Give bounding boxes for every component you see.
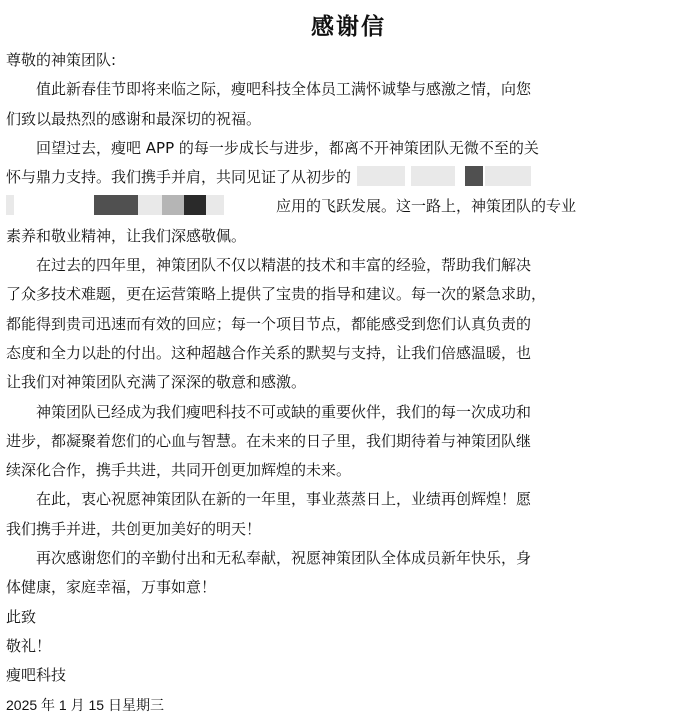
closing-line-1: 此致 — [6, 607, 37, 626]
paragraph-1-line-2: 们致以最热烈的感谢和最深切的祝福。 — [6, 109, 262, 128]
salutation: 尊敬的神策团队: — [6, 51, 117, 69]
paragraph-3-line-2: 了众多技术难题，更在运营策略上提供了宝贵的指导和建议。每一次的紧急求助， — [6, 285, 547, 304]
redaction-block — [138, 195, 162, 215]
paragraph-2-line-2 — [6, 163, 690, 192]
paragraph-2-line-3 — [6, 192, 690, 221]
redaction-block — [485, 166, 531, 186]
letter-body — [6, 46, 690, 720]
paragraph-6-line-2: 体健康，家庭幸福，万事如意！ — [6, 578, 217, 597]
redaction-block — [465, 166, 483, 186]
paragraph-2-line-2-text: 怀与鼎力支持。我们携手并肩，共同见证了从初步的 — [6, 168, 352, 187]
redaction-block — [184, 195, 206, 215]
paragraph-5-line-2: 我们携手并进，共创更加美好的明天！ — [6, 519, 262, 538]
paragraph-2-line-1: 回望过去，瘦吧 APP 的每一步成长与进步，都离不开神策团队无微不至的关 — [36, 138, 539, 157]
redaction-block — [162, 195, 184, 215]
letter-date: 2025 年 1 月 15 日星期三 — [6, 696, 164, 713]
redaction-block — [6, 195, 14, 215]
redaction-block — [206, 195, 224, 215]
redaction-block — [411, 166, 455, 186]
closing-line-2: 敬礼！ — [6, 636, 52, 655]
paragraph-4-line-3: 续深化合作，携手共进，共同开创更加辉煌的未来。 — [6, 461, 352, 480]
paragraph-3-line-3: 都能得到贵司迅速而有效的回应；每一个项目节点，都能感受到您们认真负责的 — [6, 314, 532, 333]
paragraph-3-line-4: 态度和全力以赴的付出。这种超越合作关系的默契与支持，让我们倍感温暖，也 — [6, 343, 532, 362]
paragraph-6-line-1: 再次感谢您们的辛勤付出和无私奉献，祝愿神策团队全体成员新年快乐，身 — [36, 549, 532, 568]
redaction-block — [94, 195, 138, 215]
paragraph-4-line-2: 进步，都凝聚着您们的心血与智慧。在未来的日子里，我们期待着与神策团队继 — [6, 431, 532, 450]
paragraph-2-line-4: 素养和敬业精神，让我们深感敬佩。 — [6, 226, 247, 245]
paragraph-5-line-1: 在此，衷心祝愿神策团队在新的一年里，事业蒸蒸日上，业绩再创辉煌！愿 — [36, 490, 532, 509]
letter-title: 感谢信 — [311, 14, 386, 40]
paragraph-2-line-3-text: 应用的飞跃发展。这一路上，神策团队的专业 — [276, 197, 577, 216]
paragraph-3-line-1: 在过去的四年里，神策团队不仅以精湛的技术和丰富的经验，帮助我们解决 — [36, 256, 532, 275]
redaction-block — [357, 166, 405, 186]
paragraph-3-line-5: 让我们对神策团队充满了深深的敬意和感激。 — [6, 373, 307, 392]
paragraph-4-line-1: 神策团队已经成为我们瘦吧科技不可或缺的重要伙伴，我们的每一次成功和 — [36, 402, 532, 421]
signature: 瘦吧科技 — [6, 666, 67, 685]
paragraph-1-line-1: 值此新春佳节即将来临之际，瘦吧科技全体员工满怀诚挚与感激之情，向您 — [36, 80, 532, 99]
